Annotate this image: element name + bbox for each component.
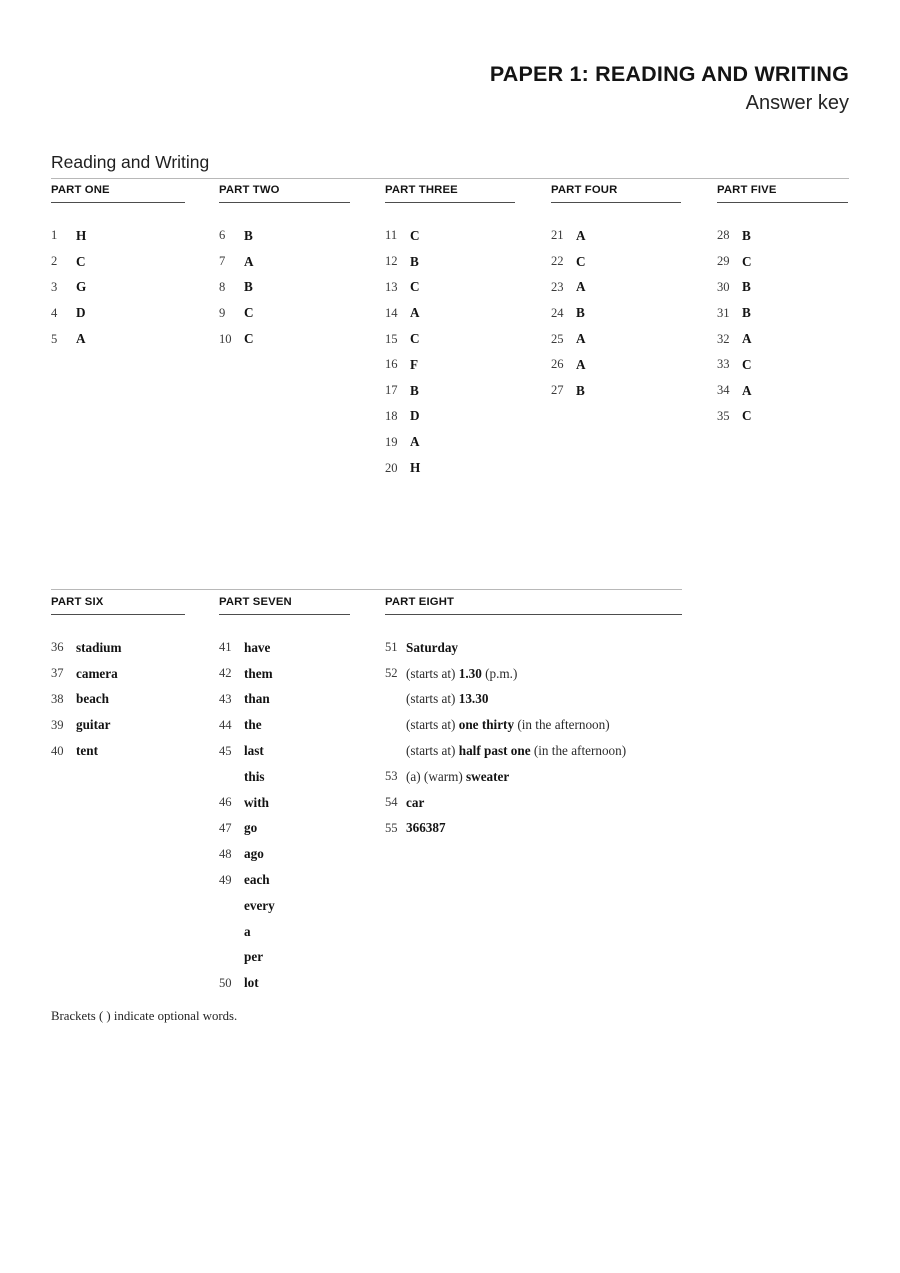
answer-row (219, 847, 379, 873)
question-number: 23 (551, 279, 564, 294)
answer-value: F (410, 356, 419, 372)
answer-row (385, 409, 545, 435)
answer-list (51, 640, 211, 769)
answer-row (219, 306, 379, 332)
page-title: PAPER 1: READING AND WRITING (489, 62, 849, 86)
answer-row (219, 898, 379, 924)
answer-list (219, 228, 379, 357)
answer-key-text: 1.30 (458, 665, 482, 681)
question-number: 40 (51, 743, 64, 758)
answer-value: C (76, 253, 86, 269)
question-number: 29 (717, 254, 730, 269)
part-column-part-two (219, 184, 379, 357)
answer-key-text: half past one (458, 743, 531, 759)
question-number: 25 (551, 331, 564, 346)
answer-value: C (576, 253, 586, 269)
answer-row (385, 461, 545, 487)
question-number: 3 (51, 279, 58, 294)
question-number: 46 (219, 795, 232, 810)
answer-list (385, 640, 685, 846)
answer-row (51, 228, 211, 254)
answer-row (219, 950, 379, 976)
answer-row (385, 306, 545, 332)
answer-value: each (244, 872, 270, 888)
question-number: 18 (385, 408, 398, 423)
answer-row (219, 873, 379, 899)
question-number: 9 (219, 305, 226, 320)
question-number: 44 (219, 717, 232, 732)
part-column-part-three (385, 184, 545, 486)
part-heading-rule (51, 614, 185, 615)
answer-value: H (410, 460, 421, 476)
question-number: 2 (51, 254, 58, 269)
answer-value: every (244, 897, 275, 913)
question-number: 20 (385, 460, 398, 475)
answer-value: B (742, 305, 751, 321)
part-heading: PART FIVE (717, 184, 777, 196)
question-number: 30 (717, 279, 730, 294)
answer-value: this (244, 768, 265, 784)
part-heading: PART FOUR (551, 184, 618, 196)
answer-value: A (742, 331, 752, 347)
answer-value (406, 640, 458, 656)
answer-row (551, 383, 711, 409)
part-heading-rule (51, 202, 185, 203)
question-number: 4 (51, 305, 58, 320)
answer-value: C (742, 253, 752, 269)
answer-row (717, 306, 877, 332)
part-heading-rule (385, 202, 515, 203)
question-number: 33 (717, 357, 730, 372)
answer-row (551, 254, 711, 280)
answer-row (219, 924, 379, 950)
answer-row (51, 692, 211, 718)
section-divider-bottom (51, 589, 682, 590)
answer-row (385, 280, 545, 306)
answer-row (551, 332, 711, 358)
answer-row (385, 640, 685, 666)
answer-row (219, 254, 379, 280)
optional-words-text: (a) (warm) (406, 768, 467, 784)
brackets-footnote: Brackets ( ) indicate optional words. (51, 1009, 238, 1023)
question-number: 48 (219, 846, 232, 861)
page-subtitle: Answer key (745, 91, 849, 114)
answer-value: C (410, 279, 420, 295)
part-column-part-six (51, 596, 211, 769)
part-column-part-one (51, 184, 211, 357)
answer-value: tent (76, 743, 98, 759)
question-number: 11 (385, 228, 398, 243)
question-number: 6 (219, 228, 226, 243)
optional-words-text: (in the afternoon) (514, 717, 610, 733)
answer-value: guitar (76, 717, 111, 733)
answer-value: A (576, 356, 586, 372)
part-heading: PART EIGHT (385, 596, 455, 608)
part-column-part-eight (385, 596, 685, 847)
part-heading-rule (385, 614, 682, 615)
answer-row (51, 332, 211, 358)
question-number: 5 (51, 331, 58, 346)
question-number: 26 (551, 357, 564, 372)
question-number: 39 (51, 717, 64, 732)
answer-value: A (742, 382, 752, 398)
question-number: 54 (385, 795, 398, 810)
answer-value: have (244, 639, 271, 655)
question-number: 13 (385, 279, 398, 294)
answer-key-text: one thirty (458, 717, 515, 733)
answer-value: per (244, 949, 264, 965)
answer-row (385, 332, 545, 358)
question-number: 49 (219, 872, 232, 887)
answer-key-text: sweater (466, 768, 510, 784)
answer-value: A (576, 227, 586, 243)
answer-row (717, 254, 877, 280)
answer-row (385, 769, 685, 795)
answer-list (717, 228, 877, 434)
answer-value (406, 820, 446, 836)
answer-row (385, 718, 685, 744)
optional-words-text: (starts at) (406, 691, 459, 707)
answer-value: A (76, 331, 86, 347)
question-number: 7 (219, 254, 226, 269)
answer-row (385, 383, 545, 409)
answer-key-text: car (406, 794, 425, 810)
answer-value: H (76, 227, 87, 243)
question-number: 16 (385, 357, 398, 372)
answer-value (406, 795, 424, 811)
question-number: 31 (717, 305, 730, 320)
answer-value: D (410, 408, 420, 424)
answer-value: go (244, 820, 258, 836)
question-number: 43 (219, 691, 232, 706)
question-number: 36 (51, 640, 64, 655)
question-number: 10 (219, 331, 232, 346)
question-number: 35 (717, 408, 730, 423)
answer-row (717, 357, 877, 383)
answer-key-text: Saturday (406, 639, 459, 655)
part-column-part-seven (219, 596, 379, 1002)
part-heading-rule (551, 202, 681, 203)
answer-row (219, 821, 379, 847)
answer-row (51, 280, 211, 306)
answer-row (219, 666, 379, 692)
answer-value: camera (76, 665, 118, 681)
answer-value: B (742, 279, 751, 295)
document-header (51, 62, 849, 116)
part-heading: PART SEVEN (219, 596, 292, 608)
question-number: 47 (219, 820, 232, 835)
part-heading: PART TWO (219, 184, 280, 196)
answer-value: C (742, 356, 752, 372)
part-heading-rule (219, 614, 350, 615)
answer-row (385, 666, 685, 692)
answer-row (551, 280, 711, 306)
optional-words-text: (starts at) (406, 717, 459, 733)
answer-value: B (410, 253, 419, 269)
answer-row (717, 332, 877, 358)
answer-list (385, 228, 545, 486)
part-heading: PART ONE (51, 184, 110, 196)
part-column-part-five (717, 184, 877, 435)
question-number: 21 (551, 228, 564, 243)
answer-value: with (244, 794, 269, 810)
answer-value: ago (244, 846, 264, 862)
answer-row (385, 692, 685, 718)
answer-list (551, 228, 711, 409)
answer-row (385, 795, 685, 821)
part-column-part-four (551, 184, 711, 409)
answer-value: G (76, 279, 87, 295)
answer-row (51, 718, 211, 744)
answer-value: A (576, 279, 586, 295)
answer-row (385, 744, 685, 770)
answer-value (406, 691, 488, 707)
answer-value (406, 717, 610, 733)
answer-value: B (410, 382, 419, 398)
answer-value: B (576, 382, 585, 398)
question-number: 34 (717, 383, 730, 398)
answer-row (51, 306, 211, 332)
answer-key-text: 13.30 (458, 691, 489, 707)
answer-value: B (576, 305, 585, 321)
optional-words-text: (starts at) (406, 665, 459, 681)
question-number: 45 (219, 743, 232, 758)
answer-value: D (76, 305, 86, 321)
answer-list (51, 228, 211, 357)
optional-words-text: (starts at) (406, 743, 459, 759)
answer-value: A (410, 305, 420, 321)
answer-row (717, 383, 877, 409)
question-number: 1 (51, 228, 58, 243)
answer-value: A (244, 253, 254, 269)
question-number: 53 (385, 769, 398, 784)
answer-row (717, 409, 877, 435)
answer-row (385, 435, 545, 461)
answer-row (219, 280, 379, 306)
answer-value: A (576, 331, 586, 347)
question-number: 28 (717, 228, 730, 243)
answer-row (219, 228, 379, 254)
answer-row (385, 254, 545, 280)
question-number: 50 (219, 975, 232, 990)
answer-value: beach (76, 691, 109, 707)
answer-row (51, 640, 211, 666)
answer-value: stadium (76, 639, 122, 655)
part-heading: PART THREE (385, 184, 458, 196)
answer-value: B (244, 227, 253, 243)
question-number: 41 (219, 640, 232, 655)
answer-value: C (244, 331, 254, 347)
answer-row (219, 718, 379, 744)
answer-row (219, 332, 379, 358)
answer-value: B (244, 279, 253, 295)
answer-value: a (244, 923, 251, 939)
answer-list (219, 640, 379, 1001)
question-number: 14 (385, 305, 398, 320)
part-heading-rule (219, 202, 350, 203)
answer-row (551, 228, 711, 254)
answer-row (51, 744, 211, 770)
answer-value: B (742, 227, 751, 243)
answer-value: the (244, 717, 262, 733)
question-number: 8 (219, 279, 226, 294)
answer-value (406, 666, 517, 682)
answer-value: them (244, 665, 273, 681)
question-number: 22 (551, 254, 564, 269)
answer-row (219, 795, 379, 821)
question-number: 52 (385, 666, 398, 681)
question-number: 38 (51, 691, 64, 706)
answer-row (717, 228, 877, 254)
optional-words-text: (p.m.) (481, 665, 518, 681)
answer-value: C (410, 331, 420, 347)
question-number: 55 (385, 820, 398, 835)
answer-row (219, 692, 379, 718)
optional-words-text: (in the afternoon) (530, 743, 627, 759)
question-number: 24 (551, 305, 564, 320)
question-number: 27 (551, 383, 564, 398)
answer-value: C (410, 227, 420, 243)
answer-row (717, 280, 877, 306)
answer-row (551, 357, 711, 383)
answer-value: last (244, 743, 264, 759)
answer-row (219, 769, 379, 795)
answer-value: lot (244, 975, 259, 991)
answer-value (406, 769, 509, 785)
part-heading: PART SIX (51, 596, 104, 608)
question-number: 37 (51, 666, 64, 681)
answer-row (219, 744, 379, 770)
answer-row (51, 254, 211, 280)
answer-value: than (244, 691, 270, 707)
answer-value (406, 743, 626, 759)
question-number: 51 (385, 640, 398, 655)
question-number: 19 (385, 434, 398, 449)
part-heading-rule (717, 202, 848, 203)
answer-value: A (410, 434, 420, 450)
answer-value: C (244, 305, 254, 321)
question-number: 32 (717, 331, 730, 346)
answer-row (219, 976, 379, 1002)
section-title: Reading and Writing (51, 152, 210, 172)
answer-row (385, 821, 685, 847)
answer-row (219, 640, 379, 666)
question-number: 42 (219, 666, 232, 681)
answer-row (385, 228, 545, 254)
answer-value: C (742, 408, 752, 424)
question-number: 15 (385, 331, 398, 346)
question-number: 12 (385, 254, 398, 269)
answer-row (551, 306, 711, 332)
section-divider-top (51, 178, 849, 179)
answer-row (51, 666, 211, 692)
question-number: 17 (385, 383, 398, 398)
answer-key-text: 366387 (406, 820, 446, 836)
answer-row (385, 357, 545, 383)
